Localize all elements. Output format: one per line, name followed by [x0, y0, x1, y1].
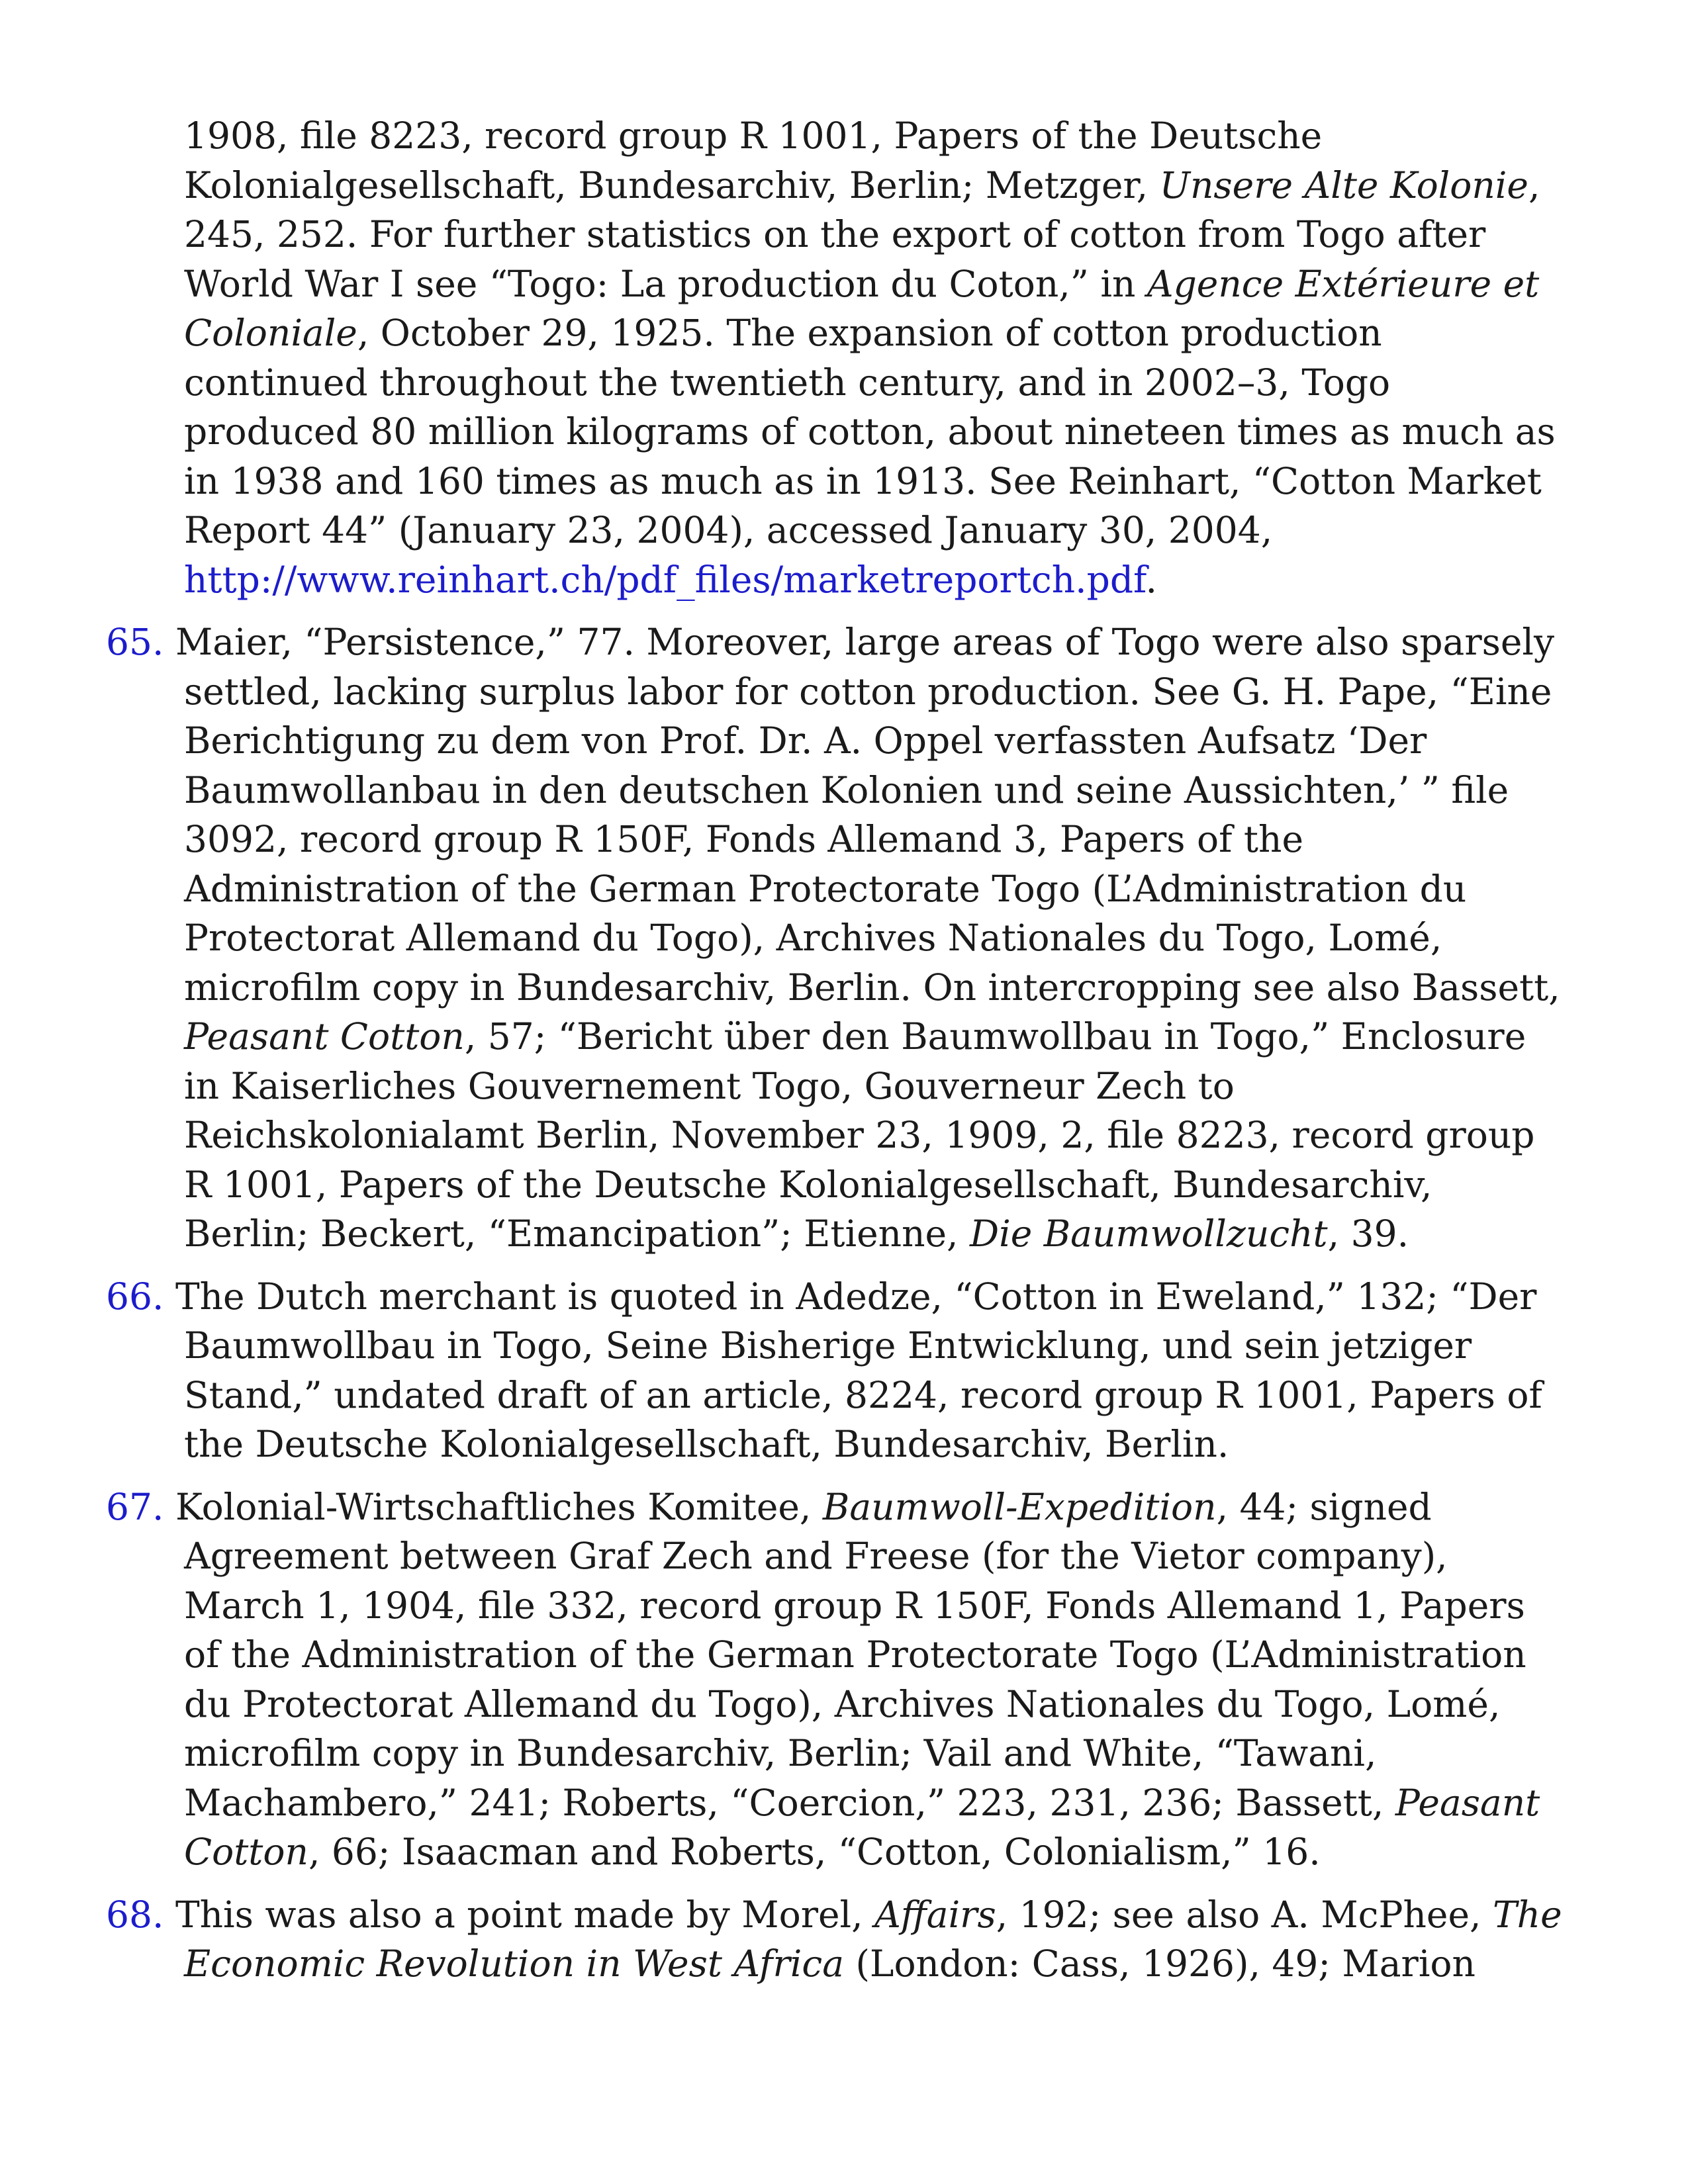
endnote-continuation	[106, 111, 1562, 604]
endnote-number-link[interactable]: 66.	[106, 1275, 164, 1318]
endnote	[106, 617, 1562, 1259]
note-text: , 44; signed Agreement between Graf Zech and Freese (for the Vietor company), March 1, 1904, file 332, record group R 150F, Fonds Allemand 1, Papers of the Administration of the German Protectorate Togo (L’Administration du Protectorat Allemand du Togo), Archives Nationales du Togo, Lomé, microfilm copy in Bundesarchiv, Berlin; Vail and White, “Tawani, Machambero,” 241; Roberts, “Coercion,” 223, 231, 236; Bassett,	[184, 1485, 1526, 1824]
italic-title: Die Baumwollzucht	[970, 1212, 1328, 1255]
note-text: , 245, 252. For further statistics on the export of cotton from Togo after World War I see “Togo: La production du Coton,” in	[184, 163, 1540, 305]
note-text: The Dutch merchant is quoted in Adedze, “Cotton in Eweland,” 132; “Der Baumwollbau in Togo, Seine Bisherige Entwicklung, und sein jetziger Stand,” undated draft of an article, 8224, record group R 1001, Papers of the Deutsche Kolonialgesellschaft, Bundesarchiv, Berlin.	[175, 1275, 1542, 1465]
note-text: , 39.	[1327, 1212, 1409, 1255]
italic-title: The Economic Revolution in West Africa	[184, 1893, 1562, 1985]
endnote	[106, 1890, 1562, 1989]
note-text: , October 29, 1925. The expansion of cotton production continued throughout the twentieth century, and in 2002–3, Togo produced 80 million kilograms of cotton, about nineteen times as much as in 1938 and 160 times as much as in 1913. See Reinhart, “Cotton Market Report 44” (January 23, 2004), accessed January 30, 2004,	[184, 312, 1556, 551]
endnotes-page	[106, 111, 1562, 2002]
endnote	[106, 1272, 1562, 1469]
note-text: , 192; see also A. McPhee,	[996, 1893, 1493, 1936]
note-text: This was also a point made by Morel,	[175, 1893, 875, 1936]
italic-title: Peasant Cotton	[184, 1015, 465, 1058]
note-text: Maier, “Persistence,” 77. Moreover, large areas of Togo were also sparsely settled, lacking surplus labor for cotton production. See G. H. Pape, “Eine Berichtigung zu dem von Prof. Dr. A. Oppel verfassten Aufsatz ‘Der Baumwollanbau in den deutschen Kolonien und seine Aussichten,’ ” file 3092, record group R 150F, Fonds Allemand 3, Papers of the Administration of the German Protectorate Togo (L’Administration du Protectorat Allemand du Togo), Archives Nationales du Togo, Lomé, microfilm copy in Bundesarchiv, Berlin. On intercropping see also Bassett,	[175, 621, 1560, 1009]
italic-title: Peasant Cotton	[184, 1781, 1540, 1873]
italic-title: Unsere Alte Kolonie	[1159, 163, 1528, 206]
endnote	[106, 1482, 1562, 1877]
italic-title: Baumwoll-Expedition	[822, 1485, 1217, 1528]
endnote-number-link[interactable]: 68.	[106, 1893, 164, 1936]
endnote-number-link[interactable]: 67.	[106, 1485, 164, 1528]
note-text: .	[1145, 558, 1157, 601]
note-text: , 66; Isaacman and Roberts, “Cotton, Colonialism,” 16.	[308, 1831, 1321, 1873]
note-text: 1908, file 8223, record group R 1001, Papers of the Deutsche Kolonialgesellschaft, Bundesarchiv, Berlin; Metzger,	[184, 114, 1323, 206]
italic-title: Agence Extérieure et Coloniale	[184, 262, 1540, 354]
note-text: (London: Cass, 1926), 49; Marion	[843, 1942, 1476, 1985]
note-text: Kolonial-Wirtschaftliches Komitee,	[175, 1485, 823, 1528]
italic-title: Affairs	[874, 1893, 996, 1936]
endnote-number-link[interactable]: 65.	[106, 621, 164, 663]
note-text: , 57; “Bericht über den Baumwollbau in Togo,” Enclosure in Kaiserliches Gouvernement Togo, Gouverneur Zech to Reichskolonialamt Berlin, November 23, 1909, 2, file 8223, record group R 1001, Papers of the Deutsche Kolonialgesellschaft, Bundesarchiv, Berlin; Beckert, “Emancipation”; Etienne,	[184, 1015, 1535, 1255]
url-link[interactable]: http://www.reinhart.ch/pdf_files/marketreportch.pdf	[184, 558, 1146, 601]
